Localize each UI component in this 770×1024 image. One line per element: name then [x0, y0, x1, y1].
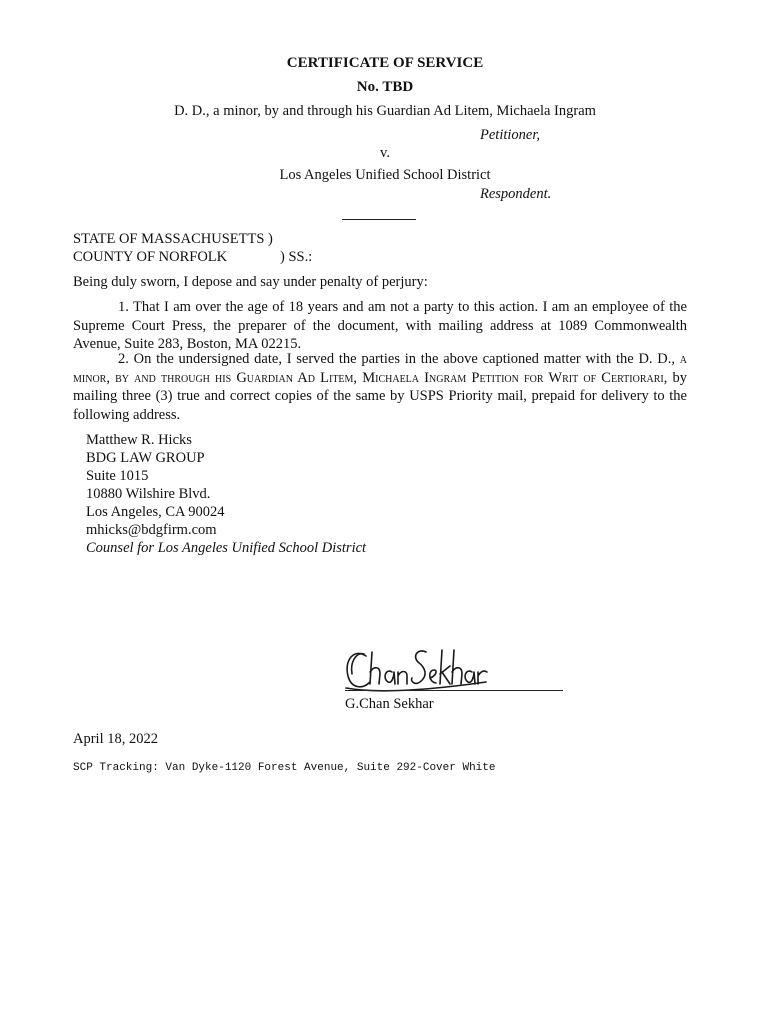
- paragraph-2-start: 2. On the undersigned date, I served the parties in the above captioned matter with the D. D.,: [118, 351, 680, 367]
- case-number: No. TBD: [356, 79, 414, 95]
- recipient-email: mhicks@bdgfirm.com: [86, 522, 217, 538]
- respondent-role: Respondent.: [480, 186, 552, 202]
- venue-ss: ) SS.:: [280, 249, 313, 265]
- recipient-firm: BDG LAW GROUP: [86, 450, 205, 466]
- recipient-role: Counsel for Los Angeles Unified School District: [86, 540, 367, 556]
- respondent-party: Los Angeles Unified School District: [279, 167, 491, 183]
- signer-name: G.Chan Sekhar: [345, 696, 434, 712]
- document-title: CERTIFICATE OF SERVICE: [286, 55, 484, 71]
- paragraph-2-end: , by mailing three (3) true and correct copies of the same by USPS Priority mail, prepaid for delivery to the following address.: [73, 369, 688, 423]
- caption-divider: [342, 219, 416, 220]
- recipient-address: [86, 431, 366, 557]
- handwritten-signature: [340, 638, 490, 698]
- petitioner-party: D. D., a minor, by and through his Guardian Ad Litem, Michaela Ingram: [174, 103, 596, 119]
- oath-intro: Being duly sworn, I depose and say under penalty of perjury:: [73, 274, 428, 290]
- petitioner-role: Petitioner,: [480, 127, 541, 143]
- petition-title: a minor, by and through his Guardian Ad Litem, Michaela Ingram Petition for Writ of Certiorari: [73, 351, 687, 386]
- recipient-name: Matthew R. Hicks: [86, 432, 192, 448]
- venue-county: COUNTY OF NORFOLK: [73, 249, 228, 265]
- versus: v.: [380, 145, 390, 161]
- recipient-suite: Suite 1015: [86, 468, 149, 484]
- paragraph-1: 1. That I am over the age of 18 years and am not a party to this action. I am an employee of the Supreme Court Press, the preparer of the document, with mailing address at 1089 Commonwealth Avenue, Suite 283, Boston, MA 02215.: [73, 299, 687, 352]
- venue-state: STATE OF MASSACHUSETTS ): [73, 231, 273, 247]
- signature-line: [345, 690, 563, 691]
- signing-date: April 18, 2022: [73, 731, 158, 747]
- recipient-city: Los Angeles, CA 90024: [86, 504, 225, 520]
- tracking-line: SCP Tracking: Van Dyke-1120 Forest Avenue, Suite 292-Cover White: [73, 762, 496, 774]
- paragraph-2: [73, 350, 687, 424]
- recipient-street: 10880 Wilshire Blvd.: [86, 486, 211, 502]
